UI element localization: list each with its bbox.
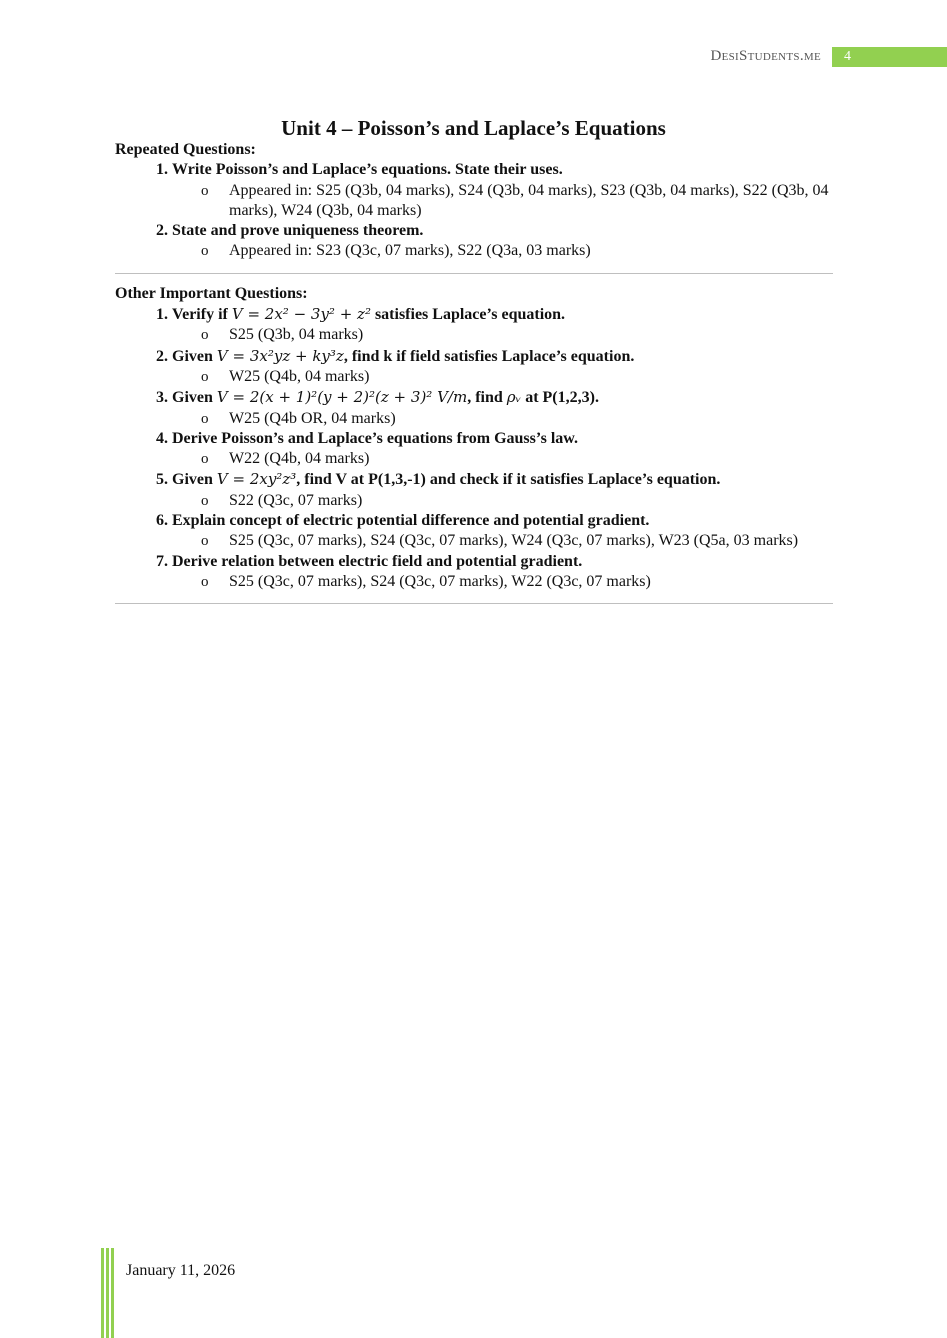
question-item bbox=[172, 429, 833, 470]
question-item bbox=[172, 160, 833, 221]
question-text-part: Given bbox=[172, 471, 217, 489]
question-text-part: Given bbox=[172, 347, 217, 365]
question-text bbox=[172, 161, 563, 178]
appearance-info: o S25 (Q3b, 04 marks) bbox=[229, 325, 833, 345]
appearance-list bbox=[172, 531, 833, 551]
question-text-part: Verify if bbox=[172, 306, 232, 324]
math-expression: V = 3x²yz + ky³z bbox=[216, 346, 344, 365]
question-item bbox=[172, 387, 833, 429]
question-text-part: Derive Poisson’s and Laplace’s equations from Gauss’s law. bbox=[172, 429, 578, 447]
question-text-part: , find k if field satisfies Laplace’s equation. bbox=[343, 347, 635, 365]
section-divider bbox=[115, 603, 833, 604]
question-text-part: , find bbox=[467, 389, 507, 407]
appearance-list bbox=[172, 449, 833, 469]
appearance-info: o Appeared in: S23 (Q3c, 07 marks), S22 (Q3a, 03 marks) bbox=[229, 241, 833, 261]
question-item bbox=[172, 552, 833, 593]
question-text-part: Explain concept of electric potential difference and potential gradient. bbox=[172, 512, 650, 530]
question-list bbox=[115, 304, 833, 592]
math-expression: V = 2xy²z³ bbox=[216, 470, 297, 489]
question-text bbox=[172, 512, 649, 529]
appearance-info: o Appeared in: S25 (Q3b, 04 marks), S24 (Q3b, 04 marks), S23 (Q3b, 04 marks), S22 (Q3b, 04 marks), W24 (Q3b, 04 marks) bbox=[229, 181, 833, 222]
footer-accent-bars bbox=[101, 1248, 117, 1338]
question-text-part: satisfies Laplace’s equation. bbox=[370, 306, 566, 324]
appearance-info: o S25 (Q3c, 07 marks), S24 (Q3c, 07 marks), W22 (Q3c, 07 marks) bbox=[229, 572, 833, 592]
appearance-info: o S22 (Q3c, 07 marks) bbox=[229, 491, 833, 511]
question-list bbox=[115, 160, 833, 261]
header-brand: DesiStudents.me bbox=[710, 48, 821, 64]
question-content bbox=[115, 140, 833, 614]
appearance-info: o W25 (Q4b OR, 04 marks) bbox=[229, 409, 833, 429]
section-heading: Other Important Questions: bbox=[115, 284, 308, 302]
question-text-part: Derive relation between electric field and potential gradient. bbox=[172, 552, 583, 570]
appearance-list bbox=[172, 572, 833, 592]
math-expression: V = 2(x + 1)²(y + 2)²(z + 3)² V/m bbox=[216, 388, 468, 407]
appearance-list bbox=[172, 181, 833, 222]
math-expression: ρᵥ bbox=[506, 388, 522, 407]
question-text bbox=[172, 348, 634, 365]
math-expression: V = 2x² − 3y² + z² bbox=[231, 305, 371, 324]
section-divider bbox=[115, 273, 833, 274]
page-number-badge: 4 bbox=[832, 47, 947, 67]
appearance-list bbox=[172, 367, 833, 387]
question-text bbox=[172, 389, 599, 406]
question-text bbox=[172, 553, 582, 570]
appearance-list bbox=[172, 241, 833, 261]
appearance-info: o W22 (Q4b, 04 marks) bbox=[229, 449, 833, 469]
appearance-list bbox=[172, 409, 833, 429]
question-item bbox=[172, 304, 833, 346]
appearance-info: o S25 (Q3c, 07 marks), S24 (Q3c, 07 marks), W24 (Q3c, 07 marks), W23 (Q5a, 03 marks) bbox=[229, 531, 833, 551]
question-text-part: at P(1,2,3). bbox=[521, 389, 599, 407]
section-heading: Repeated Questions: bbox=[115, 141, 256, 158]
question-item bbox=[172, 469, 833, 511]
question-text bbox=[172, 222, 423, 239]
question-text-part: , find V at P(1,3,-1) and check if it satisfies Laplace’s equation. bbox=[296, 471, 721, 489]
question-text-part: Given bbox=[172, 389, 217, 407]
question-text-part: Write Poisson’s and Laplace’s equations. State their uses. bbox=[172, 161, 563, 179]
question-text bbox=[172, 430, 578, 447]
question-item bbox=[172, 346, 833, 388]
page-title: Unit 4 – Poisson’s and Laplace’s Equations bbox=[281, 116, 666, 140]
appearance-list bbox=[172, 325, 833, 345]
question-item bbox=[172, 221, 833, 262]
appearance-list bbox=[172, 491, 833, 511]
question-text-part: State and prove uniqueness theorem. bbox=[172, 222, 424, 240]
footer-date: January 11, 2026 bbox=[126, 1262, 236, 1279]
question-text bbox=[172, 471, 720, 488]
appearance-info: o W25 (Q4b, 04 marks) bbox=[229, 367, 833, 387]
question-text bbox=[172, 306, 565, 323]
question-item bbox=[172, 511, 833, 552]
